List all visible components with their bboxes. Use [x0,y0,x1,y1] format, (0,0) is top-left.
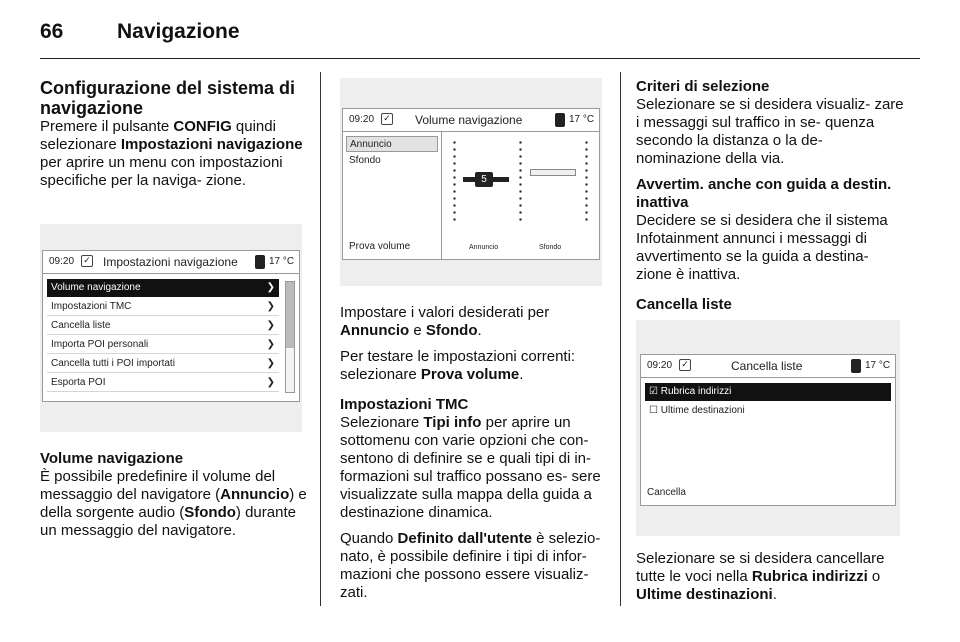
screen-title: Cancella liste [731,359,803,373]
screen-header [641,355,895,378]
panel-divider [441,131,442,259]
phone-icon [255,255,265,269]
screenshot-volume-nav [340,78,602,286]
criteria-paragraph: Selezionare se si desidera visualiz- zare i messaggi sul traffico in se- quenza secondo la distanza o la de- nominazione della via. [636,96,904,167]
user-defined-paragraph: Quando Definito dall'utente è selezio- nato, è possibile definire i tipi di infor- mazioni che possono essere visualiz- zati. [340,530,601,601]
delete-button[interactable]: Cancella [647,487,686,498]
column-3-text [636,78,908,314]
volume-values-paragraph: Impostare i valori desiderati per Annuncio e Sfondo. [340,304,550,339]
screen-header [43,251,299,274]
label-announcement: Annuncio [469,244,499,251]
column-2-text [340,304,608,602]
menu-item-volume[interactable]: Volume navigazione ❯ [47,279,279,297]
checkbox-checked-icon: ☑ [649,386,661,397]
device-screen [42,250,300,402]
test-volume-paragraph: Per testare le impostazioni correnti: selezionare Prova volume. [340,348,576,383]
volume-scale-middle [519,139,522,223]
column-divider-1 [320,72,321,606]
device-screen [342,108,600,260]
subheading-criteria: Criteri di selezione [636,78,770,95]
device-screen [640,354,896,506]
temperature-text: 17 °C [269,256,295,267]
label-background: Sfondo [539,244,562,251]
page-header [40,14,920,59]
screen-title: Impostazioni navigazione [103,255,238,269]
volume-paragraph: È possibile predefinire il volume del messaggio del navigatore (Annuncio) e della sorgente audio (Sfondo) durante un messaggio del navigatore. [40,468,307,539]
tmc-paragraph: Selezionare Tipi info per aprire un sottomenu con varie opzioni che con- sentono di definire se e quali tipi di in- formazioni sul traffico possano es- sere visualizzate sulla mappa della guida a destinazione dinamica. [340,414,601,521]
chevron-right-icon: ❯ [266,282,275,293]
screen-header [343,109,599,132]
chevron-right-icon: ❯ [266,320,275,331]
menu-item-tmc[interactable]: Impostazioni TMC ❯ [47,298,279,316]
temperature-text: 17 °C [865,360,891,371]
subheading-warning: Avvertim. anche con guida a destin. inattiva [636,176,892,211]
chevron-right-icon: ❯ [266,339,275,350]
final-paragraph: Selezionare se si desidera cancellare tutte le voci nella Rubrica indirizzi o Ultime destinazioni. [636,550,885,603]
section-heading-config: Configurazione del sistema di navigazione [40,78,296,118]
clock-text: 09:20 [647,360,673,371]
phone-icon [555,113,565,127]
screen-title: Volume navigazione [415,113,523,127]
checkmark-icon: ✓ [381,113,393,125]
subheading-clear-lists: Cancella liste [636,296,732,313]
volume-section [40,450,308,540]
phone-icon [851,359,861,373]
announcement-slider-handle[interactable]: 5 [475,172,493,187]
menu-item-clear-lists[interactable]: Cancella liste ❯ [47,317,279,335]
volume-scale-left [453,139,456,223]
menu-item-delete-poi[interactable]: Cancella tutti i POI importati ❯ [47,355,279,373]
page-number: 66 [40,20,64,43]
menu-item-import-poi[interactable]: Importa POI personali ❯ [47,336,279,354]
subheading-tmc: Impostazioni TMC [340,396,469,413]
screenshot-settings-nav [40,224,302,432]
menu-item-export-poi[interactable]: Esporta POI ❯ [47,374,279,392]
clock-text: 09:20 [349,114,375,125]
volume-scale-right [585,139,588,223]
temperature-text: 17 °C [569,114,595,125]
clock-text: 09:20 [49,256,75,267]
option-background[interactable]: Sfondo [349,155,381,166]
subheading-volume: Volume navigazione [40,450,184,467]
column-1 [40,78,308,190]
scrollbar[interactable] [285,281,295,393]
checkbox-last-destinations[interactable]: ☐ Ultime destinazioni [649,405,745,416]
background-slider-track[interactable] [530,169,576,176]
scrollbar-thumb[interactable] [286,282,294,348]
page-title: Navigazione [117,20,240,43]
screenshot-clear-lists [636,320,900,536]
chevron-right-icon: ❯ [266,358,275,369]
final-section [636,550,908,604]
warning-paragraph: Decidere se si desidera che il sistema Infotainment annunci i messaggi di avvertimento se la guida a destina- zione è inattiva. [636,212,888,283]
checkmark-icon: ✓ [81,255,93,267]
option-test-volume[interactable]: Prova volume [349,241,411,252]
column-divider-2 [620,72,621,606]
checkbox-address-book[interactable]: ☑ Rubrica indirizzi [645,383,891,401]
intro-paragraph: Premere il pulsante CONFIG quindi selezionare Impostazioni navigazione per aprire un menu con impostazioni specifiche per la naviga- zione. [40,118,303,189]
option-announcement[interactable]: Annuncio [346,136,438,152]
checkmark-icon: ✓ [679,359,691,371]
chevron-right-icon: ❯ [266,377,275,388]
chevron-right-icon: ❯ [266,301,275,312]
checkbox-unchecked-icon: ☐ [649,405,661,416]
